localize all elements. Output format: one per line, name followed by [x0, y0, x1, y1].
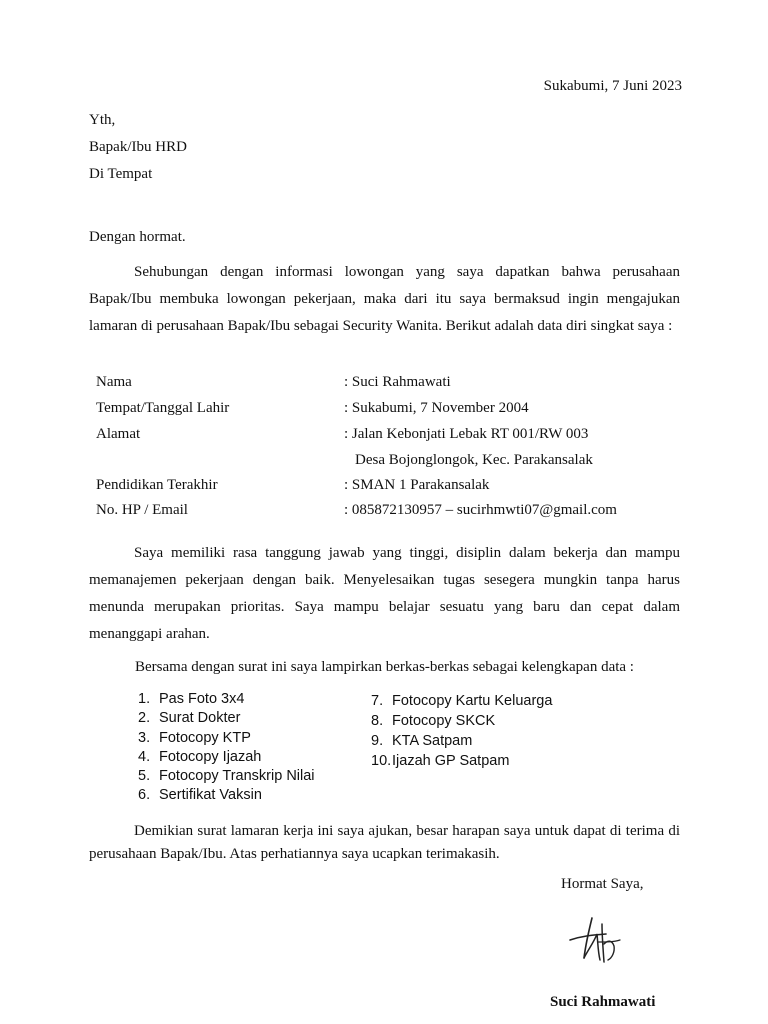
qualification-paragraph: Saya memiliki rasa tanggung jawab yang tinggi, disiplin dalam bekerja dan mampu memanajemen pekerjaan dengan baik. Menyelesaikan tugas sesegera mungkin tanpa harus menunda merupakan prioritas. Saya mampu belajar sesuatu yang baru dan cepat dalam menanggapi arahan. — [89, 545, 680, 642]
closing-salutation: Hormat Saya, — [561, 876, 644, 892]
name-value: : Suci Rahmawati — [344, 374, 451, 390]
recipient-block — [89, 107, 187, 188]
list-item: 7. Fotocopy Kartu Keluarga — [371, 693, 553, 709]
recipient-location: Di Tempat — [89, 166, 153, 182]
list-item: 4. Fotocopy Ijazah — [138, 749, 262, 765]
list-item: 9. KTA Satpam — [371, 733, 473, 749]
closing-paragraph: Demikian surat lamaran kerja ini saya ajukan, besar harapan saya untuk dapat di terima di perusahaan Bapak/Ibu. Atas perhatiannya saya ucapkan terimakasih. — [89, 823, 680, 862]
list-item: 10.Ijazah GP Satpam — [371, 753, 510, 769]
list-item: 6. Sertifikat Vaksin — [138, 787, 262, 803]
list-item: 5. Fotocopy Transkrip Nilai — [138, 768, 315, 784]
signature-image — [562, 912, 628, 968]
intro-paragraph: Sehubungan dengan informasi lowongan yang saya dapatkan bahwa perusahaan Bapak/Ibu membuka lowongan pekerjaan, maka dari itu saya bermaksud ingin mengajukan lamaran di perusahaan Bapak/Ibu sebagai Security Wanita. Berikut adalah data diri singkat saya : — [89, 264, 680, 334]
list-item: 2. Surat Dokter — [138, 710, 241, 726]
contact-label: No. HP / Email — [96, 502, 188, 518]
recipient-salutation: Yth, — [89, 112, 116, 128]
address-label: Alamat — [96, 426, 141, 442]
greeting: Dengan hormat. — [89, 229, 186, 245]
name-label: Nama — [96, 374, 132, 390]
list-item: 1. Pas Foto 3x4 — [138, 691, 245, 707]
education-label: Pendidikan Terakhir — [96, 477, 218, 493]
place-date: Sukabumi, 7 Juni 2023 — [543, 78, 682, 94]
birth-value: : Sukabumi, 7 November 2004 — [344, 400, 529, 416]
address-value-line2: Desa Bojonglongok, Kec. Parakansalak — [355, 452, 593, 468]
birth-label: Tempat/Tanggal Lahir — [96, 400, 230, 416]
signer-name: Suci Rahmawati — [550, 994, 656, 1010]
recipient-name: Bapak/Ibu HRD — [89, 139, 187, 155]
address-value-line1: : Jalan Kebonjati Lebak RT 001/RW 003 — [344, 426, 589, 442]
list-item: 8. Fotocopy SKCK — [371, 713, 496, 729]
list-item: 3. Fotocopy KTP — [138, 730, 251, 746]
education-value: : SMAN 1 Parakansalak — [344, 477, 490, 493]
contact-value: : 085872130957 – sucirhmwti07@gmail.com — [344, 502, 617, 518]
attachments-intro: Bersama dengan surat ini saya lampirkan berkas-berkas sebagai kelengkapan data : — [135, 659, 634, 675]
